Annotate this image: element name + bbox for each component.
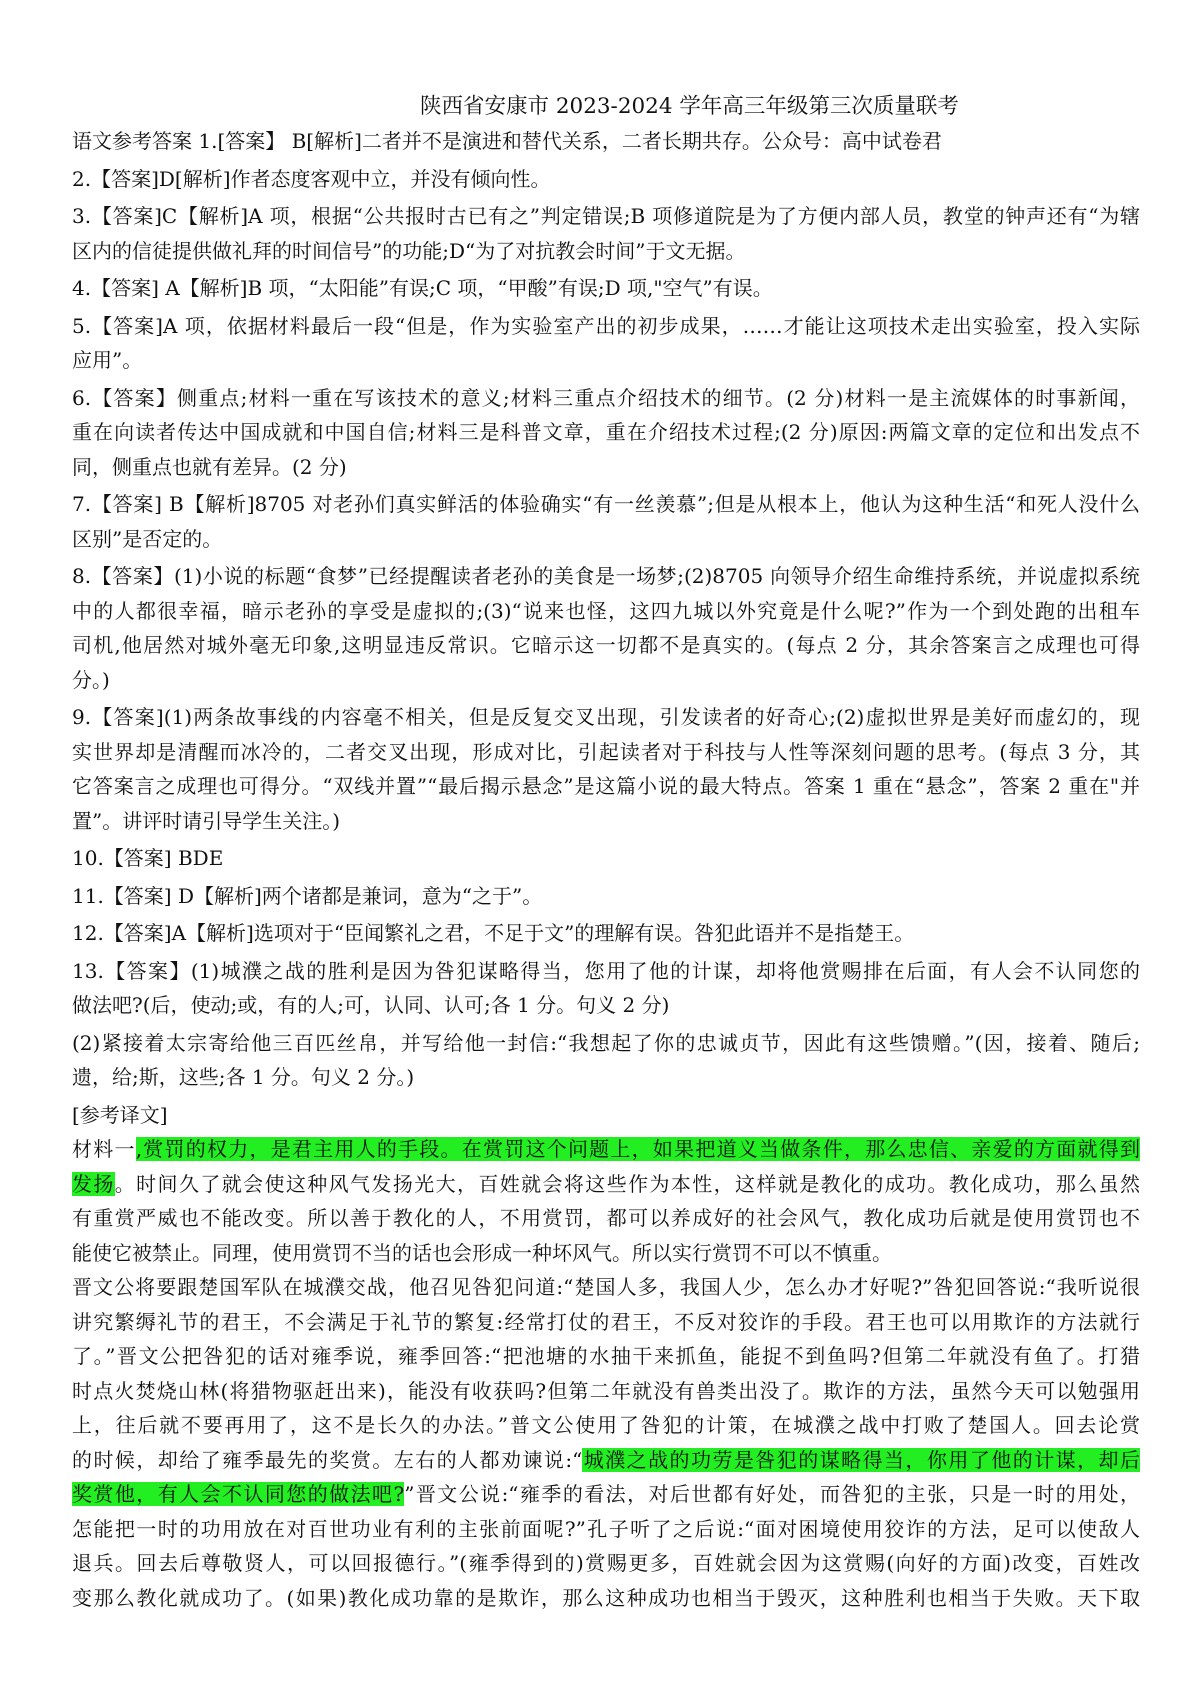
translation-text: 的时候，却给了雍季最先的奖赏。左右的人都劝谏说:“ bbox=[72, 1447, 583, 1472]
answer-line: 应用”。 bbox=[72, 348, 143, 372]
translation-text: 晋文公将要跟楚国军队在城濮交战，他召见咎犯问道:“楚国人多，我国人少，怎么办才好呢?”咎犯回答说:“我听说很 bbox=[72, 1275, 1140, 1299]
translation-line bbox=[72, 1132, 1140, 1167]
translation-line bbox=[72, 1201, 1140, 1236]
answer-line: 实世界却是清醒而冰冷的，二者交叉出现，形成对比，引起读者对于科技与人性等深刻问题的思考。(每点 3 分，其 bbox=[72, 739, 1140, 764]
translation-line bbox=[72, 1443, 1140, 1478]
translation-line bbox=[72, 1581, 1140, 1616]
translation-line bbox=[72, 1167, 1140, 1202]
translation-text: 变那么教化就成功了。(如果)教化成功靠的是欺诈，那么这种成功也相当于毁灭，这种胜利也相当于失败。天下取 bbox=[72, 1585, 1140, 1610]
answer-line: 9.【答案](1)两条故事线的内容毫不相关，但是反复交叉出现，引发读者的好奇心;(2)虚拟世界是美好而虚幻的，现 bbox=[72, 705, 1140, 729]
translation-line bbox=[72, 1374, 1140, 1409]
translation-text: 有重赏严威也不能改变。所以善于教化的人，不用赏罚，都可以养成好的社会风气，教化成功后就是使用赏罚也不 bbox=[72, 1206, 1140, 1230]
translation-line bbox=[72, 1236, 1140, 1271]
answer-line: 置”。讲评时请引导学生关注。) bbox=[72, 808, 341, 833]
answer-line: 同，侧重点也就有差异。(2 分) bbox=[72, 454, 347, 479]
highlighted-text: ,赏罚的权力，是君主用人的手段。在赏罚这个问题上，如果把道义当做条件，那么忠信、亲爱的方面就得到 bbox=[135, 1137, 1140, 1161]
translation-text: ”晋文公说:“雍季的看法，对后世都有好处，而咎犯的主张，只是一时的用处， bbox=[404, 1482, 1140, 1506]
translation-text: 。时间久了就会使这种风气发扬光大，百姓就会将这些作为本性，这样就是教化的成功。教化成功，那么虽然 bbox=[114, 1171, 1140, 1196]
answer-line: 语文参考答案 1.[答案】 B[解析]二者并不是演进和替代关系，二者长期共存。公众号：高中试卷君 bbox=[72, 129, 942, 153]
highlighted-text: 奖赏他，有人会不认同您的做法吧? bbox=[72, 1482, 405, 1506]
answer-line: 做法吧?(后，使动;或，有的人;可，认同、认可;各 1 分。句义 2 分) bbox=[72, 993, 670, 1017]
translation-text: 了。”晋文公把咎犯的话对雍季说，雍季回答:“把池塘的水抽干来抓鱼，能捉不到鱼吗?但第二年就没有鱼了。打猎 bbox=[72, 1344, 1140, 1368]
highlighted-text: 发扬 bbox=[72, 1171, 115, 1196]
translation-line bbox=[72, 1339, 1140, 1374]
translation-text: 材料一 bbox=[72, 1137, 136, 1161]
answer-line: (2)紧接着太宗寄给他三百匹丝帛，并写给他一封信:“我想起了你的忠诚贞节，因此有这些馈赠。”(因，接着、随后; bbox=[72, 1030, 1140, 1055]
answer-line: 4.【答案] A【解析]B 项，“太阳能”有误;C 项，“甲酸”有误;D 项,"空气”有误。 bbox=[72, 276, 773, 300]
answer-line: 11.【答案] D【解析]两个诸都是兼词，意为“之于”。 bbox=[72, 883, 543, 908]
answer-line: 中的人都很幸福，暗示老孙的享受是虚拟的;(3)“说来也怪，这四九城以外究竟是什么呢?”作为一个到处跑的出租车 bbox=[72, 598, 1140, 623]
answer-line: [参考译文] bbox=[72, 1102, 168, 1127]
document-page bbox=[72, 92, 1140, 1615]
answer-line: 遗，给;斯，这些;各 1 分。句义 2 分。) bbox=[72, 1065, 415, 1089]
translation-text: 退兵。回去后尊敬贤人，可以回报德行。”(雍季得到的)赏赐更多，百姓就会因为这赏赐(向好的方面)改变，百姓改 bbox=[72, 1551, 1140, 1575]
answer-line: 重在向读者传达中国成就和中国自信;材料三是科普文章，重在介绍技术过程;(2 分)原因:两篇文章的定位和出发点不 bbox=[72, 420, 1140, 444]
answer-line: 它答案言之成理也可得分。“双线并置”“最后揭示悬念”是这篇小说的最大特点。答案 1 重在“悬念”，答案 2 重在"并 bbox=[72, 774, 1140, 798]
answer-line: 区内的信徒提供做礼拜的时间信号”的功能;D“为了对抗教会时间”于文无据。 bbox=[72, 238, 746, 263]
answer-line: 司机,他居然对城外毫无印象,这明显违反常识。它暗示这一切都不是真实的。(每点 2 分，其余答案言之成理也可得 bbox=[72, 633, 1140, 657]
answer-line: 12.【答案]A【解析]选项对于“臣闻繁礼之君，不足于文”的理解有误。咎犯此语并不是指楚王。 bbox=[72, 921, 915, 945]
answer-line: 3.【答案]C【解析]A 项，根据“公共报时古已有之”判定错误;B 项修道院是为了方便内部人员，教堂的钟声还有“为辖 bbox=[72, 204, 1140, 228]
document-title: 陕西省安康市 2023-2024 学年高三年级第三次质量联考 bbox=[420, 94, 959, 119]
answer-line: 8.【答案】(1)小说的标题“食梦”已经提醒读者老孙的美食是一场梦;(2)8705 向领导介绍生命维持系统，并说虚拟系统 bbox=[72, 564, 1140, 588]
answer-line: 区别”是否定的。 bbox=[72, 526, 223, 551]
translation-line bbox=[72, 1512, 1140, 1547]
answer-line: 5.【答案]A 项，依据材料最后一段“但是，作为实验室产出的初步成果，……才能让这项技术走出实验室，投入实际 bbox=[72, 313, 1140, 338]
translation-text: 上，往后就不要再用了，这不是长久的办法。”普文公使用了咎犯的计策，在城濮之战中打败了楚国人。回去论赏 bbox=[72, 1413, 1140, 1437]
answer-section bbox=[72, 124, 1140, 1132]
translation-text: 怎能把一时的功用放在对百世功业有利的主张前面呢?”孔子听了之后说:“面对困境使用狡诈的方法，足可以使敌人 bbox=[72, 1516, 1140, 1541]
answer-line: 6.【答案】侧重点;材料一重在写该技术的意义;材料三重点介绍技术的细节。(2 分)材料一是主流媒体的时事新闻， bbox=[72, 385, 1140, 410]
translation-text: 能使它被禁止。同理，使用赏罚不当的话也会形成一种坏风气。所以实行赏罚不可以不慎重。 bbox=[72, 1240, 892, 1265]
answer-line: 7.【答案] B【解析]8705 对老孙们真实鲜活的体验确实“有一丝羡慕”;但是从根本上，他认为这种生活“和死人没什么 bbox=[72, 492, 1140, 516]
translation-section bbox=[72, 1132, 1140, 1615]
answer-line: 10.【答案] BDE bbox=[72, 846, 224, 870]
highlighted-text: 城濮之战的功劳是咎犯的谋略得当，你用了他的计谋，却后 bbox=[582, 1447, 1140, 1472]
translation-text: 时点火焚烧山林(将猎物驱赶出来)，能没有收获吗?但第二年就没有兽类出没了。欺诈的方法，虽然今天可以勉强用 bbox=[72, 1378, 1140, 1403]
answer-line: 13.【答案】(1)城濮之战的胜利是因为咎犯谋略得当，您用了他的计谋，却将他赏赐排在后面，有人会不认同您的 bbox=[72, 958, 1140, 983]
answer-line: 2.【答案]D[解析]作者态度客观中立，并没有倾向性。 bbox=[72, 166, 551, 191]
translation-line bbox=[72, 1408, 1140, 1443]
answer-line: 分。) bbox=[72, 667, 110, 692]
translation-text: 讲究繁缛礼节的君王，不会满足于礼节的繁复:经常打仗的君王，不反对狡诈的手段。君王也可以用欺诈的方法就行 bbox=[72, 1309, 1140, 1334]
translation-line bbox=[72, 1305, 1140, 1340]
translation-line bbox=[72, 1270, 1140, 1305]
translation-line bbox=[72, 1546, 1140, 1581]
translation-line bbox=[72, 1477, 1140, 1512]
